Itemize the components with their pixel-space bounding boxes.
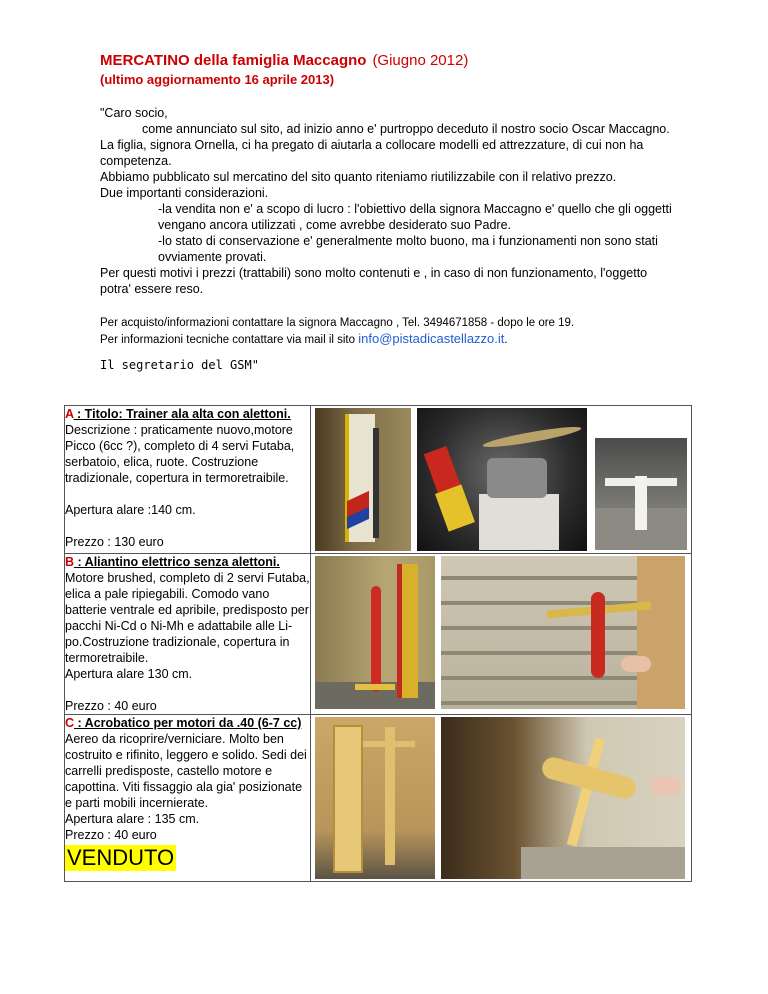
email-link[interactable]: info@pistadicastellazzo.it <box>358 331 505 346</box>
item-title: : Aliantino elettrico senza alettoni. <box>74 555 280 569</box>
item-span: Apertura alare : 135 cm. <box>65 812 200 826</box>
page-title <box>100 52 468 69</box>
item-letter: C <box>65 716 75 730</box>
photo-glider-stairs <box>441 556 685 709</box>
intro-line: Per questi motivi i prezzi (trattabili) sono molto contenuti e , in caso di non funzionamento, l'oggetto potra' essere reso. <box>100 266 648 296</box>
table-row <box>65 554 692 715</box>
contact-mail-suffix: . <box>504 334 508 346</box>
item-price: Prezzo : 40 euro <box>65 699 157 713</box>
item-title: : Acrobatico per motori da .40 (6-7 cc) <box>74 716 302 730</box>
item-description <box>65 554 311 715</box>
item-photos <box>311 406 692 554</box>
item-heading <box>65 406 310 422</box>
item-photos <box>311 554 692 715</box>
title-text: MERCATINO della famiglia Maccagno <box>100 52 367 69</box>
contact-mail-prefix: Per informazioni tecniche contattare via mail il sito <box>100 334 359 346</box>
item-span: Apertura alare :140 cm. <box>65 503 196 517</box>
photo-acrobatic-frame <box>315 717 435 879</box>
intro-line: Abbiamo pubblicato sul mercatino del sito quanto riteniamo riutilizzabile con il relativo prezzo. <box>100 170 617 184</box>
item-letter: A <box>65 407 74 421</box>
table-row <box>65 406 692 554</box>
item-heading <box>65 715 310 731</box>
intro-line: come annunciato sul sito, ad inizio anno e' purtroppo deceduto il nostro socio Oscar Maccagno. <box>142 122 670 136</box>
item-heading <box>65 554 310 570</box>
item-text: Motore brushed, completo di 2 servi Futaba, elica a pale ripiegabili. Comodo vano batterie ventrale ed apribile, predisposto per pacchi Ni-Cd o Ni-Mh e adattabile alle Li-po.Costruzione tradizionale, copertura in termoretraibile. <box>65 571 310 665</box>
title-date: (Giugno 2012) <box>372 52 469 69</box>
contact-info <box>100 316 740 348</box>
intro-line: -la vendita non e' a scopo di lucro : l'obiettivo della signora Maccagno e' quello che gli oggetti vengano ancora utilizzati , come avrebbe desiderato suo Padre. <box>158 202 672 232</box>
item-letter: B <box>65 555 75 569</box>
item-text: Aereo da ricoprire/verniciare. Molto ben costruito e rifinito, leggero e solido. Sedi dei carrelli predisposte, castello motore e capottina. Viti fissaggio ala gia' posizionate e parti mobili incernierate. <box>65 732 307 810</box>
item-title: : Titolo: Trainer ala alta con alettoni. <box>73 407 291 421</box>
item-price: Prezzo : 40 euro <box>65 828 157 842</box>
contact-mail-line <box>100 331 740 348</box>
item-description <box>65 715 311 882</box>
item-text: Descrizione : praticamente nuovo,motore Picco (6cc ?), completo di 4 servi Futaba, serbatoio, elica, ruote. Costruzione tradizionale, copertura in termoretraibile. <box>65 423 295 485</box>
item-price: Prezzo : 130 euro <box>65 535 164 549</box>
intro-text <box>100 105 680 297</box>
item-span: Apertura alare 130 cm. <box>65 667 193 681</box>
photo-acrobatic-held <box>441 717 685 879</box>
items-table <box>64 405 692 882</box>
intro-line: Due importanti considerazioni. <box>100 186 269 200</box>
table-row <box>65 715 692 882</box>
sold-badge: VENDUTO <box>67 845 175 870</box>
photo-glider-standing <box>315 556 435 709</box>
intro-line: La figlia, signora Ornella, ci ha pregato di aiutarla a collocare modelli ed attrezzature, di cui non ha competenza. <box>100 138 644 168</box>
contact-phone: Per acquisto/informazioni contattare la signora Maccagno , Tel. 3494671858 - dopo le ore 19. <box>100 317 575 329</box>
photo-trainer-standing <box>315 408 411 551</box>
last-update: (ultimo aggiornamento 16 aprile 2013) <box>100 72 335 87</box>
intro-line: "Caro socio, <box>100 106 168 120</box>
photo-trainer-floor <box>595 438 687 550</box>
item-description <box>65 406 311 554</box>
photo-trainer-engine <box>417 408 587 551</box>
intro-line: -lo stato di conservazione e' generalmente molto buono, ma i funzionamenti non sono stati ovviamente provati. <box>158 234 658 264</box>
item-photos <box>311 715 692 882</box>
signature: Il segretario del GSM" <box>100 358 259 372</box>
